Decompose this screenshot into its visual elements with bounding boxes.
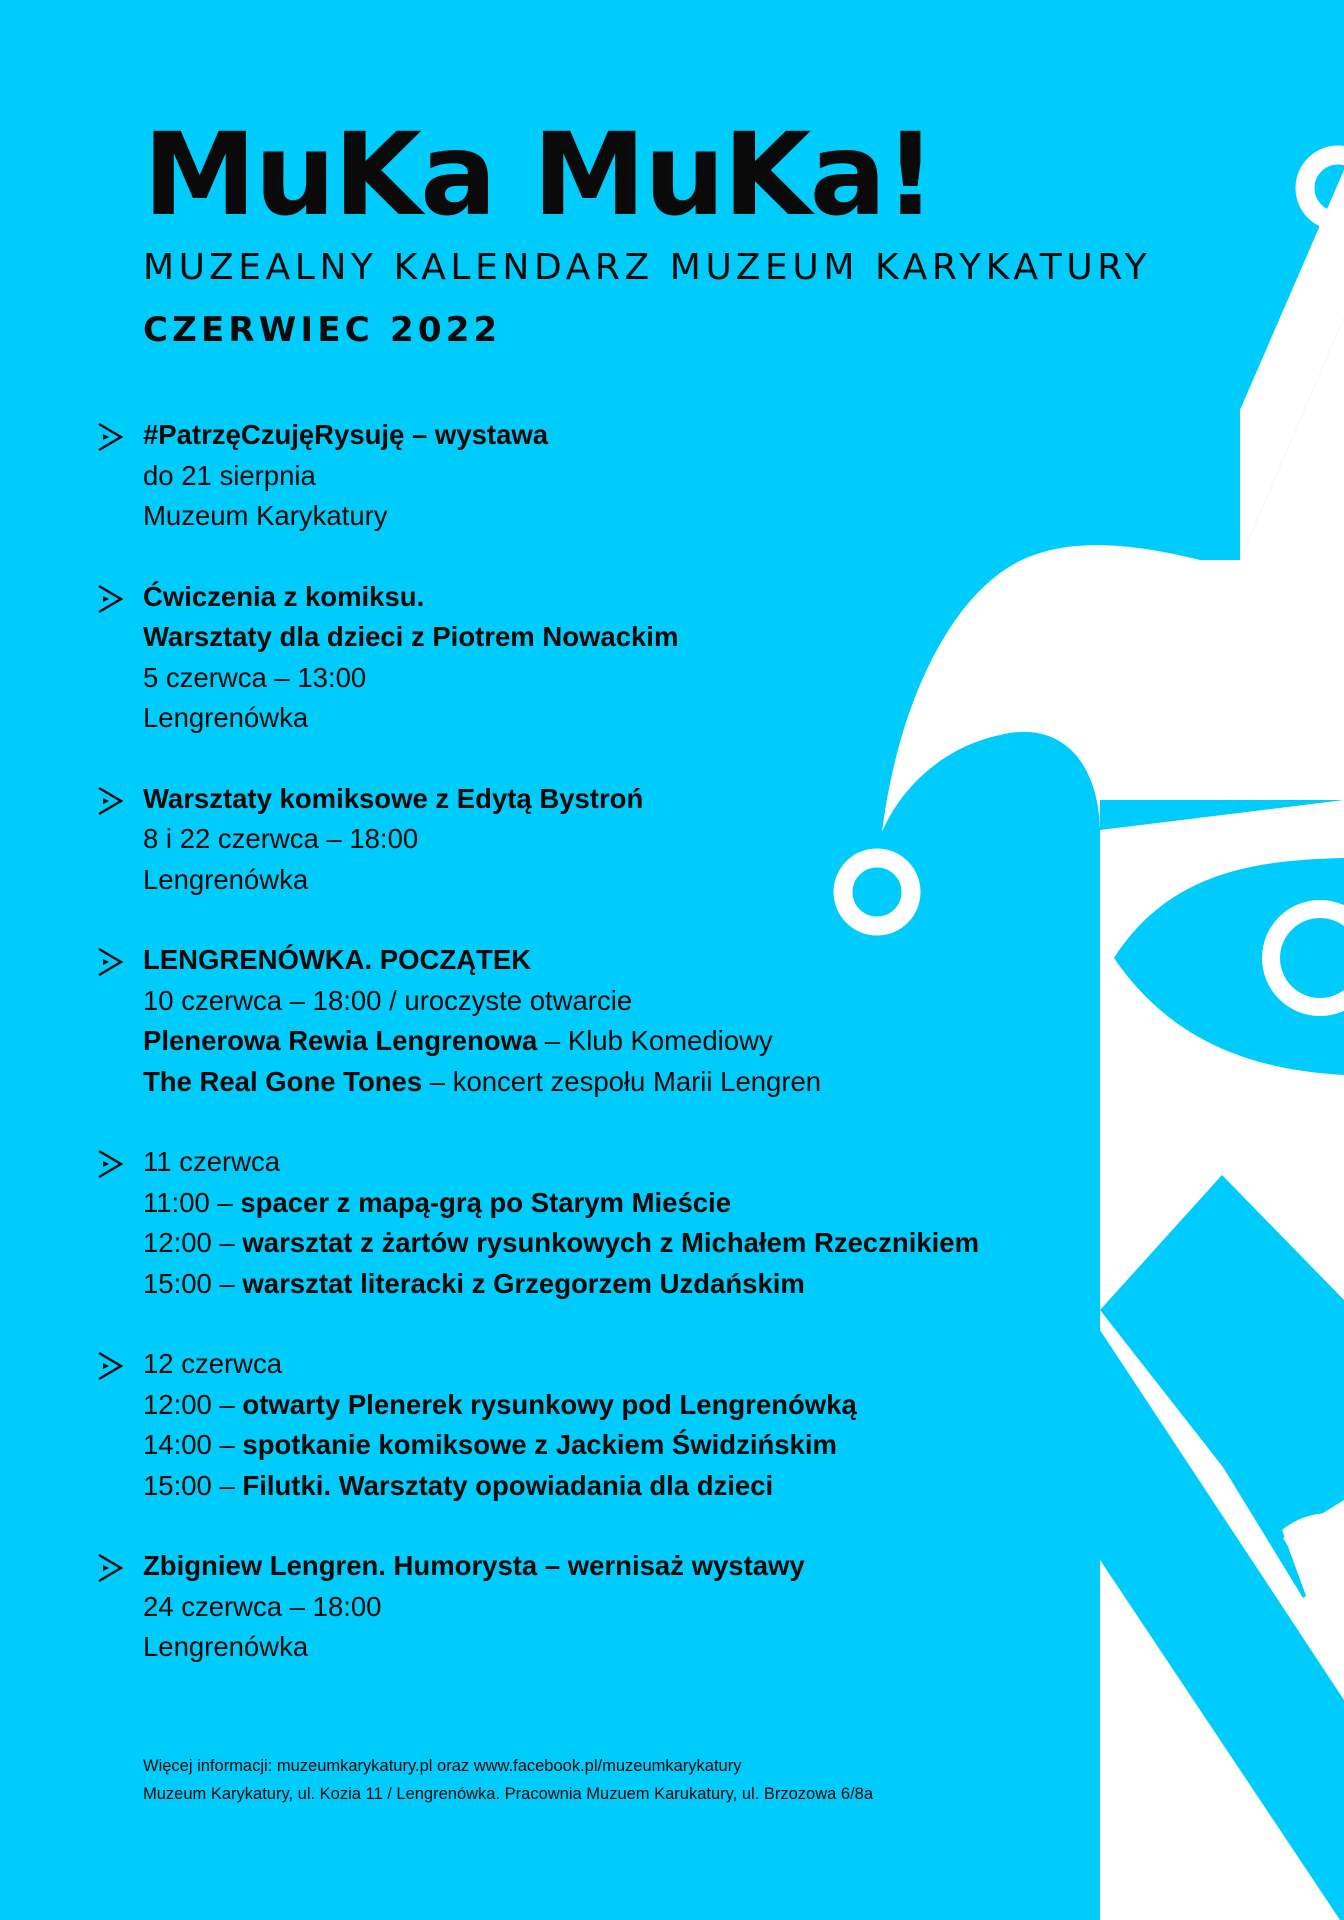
event-date: do 21 sierpnia [143, 459, 316, 491]
event-item [143, 415, 1103, 537]
footer-address-line: Muzeum Karykatury, ul. Kozia 11 / Lengrenówka. Pracownia Muzuem Karukatury, ul. Brzozowa 6/8a [143, 1785, 874, 1803]
event-subitem [143, 1466, 1103, 1507]
arrow-icon [95, 583, 125, 615]
subitem-time: 15:00 – [143, 1267, 243, 1299]
event-place: Lengrenówka [143, 1631, 309, 1662]
event-subitem [143, 1062, 1103, 1103]
event-title: Warsztaty komiksowe z Edytą Bystroń [143, 782, 644, 814]
event-item [143, 1142, 1103, 1304]
subitem-detail: – koncert zespołu Marii Lengren [422, 1065, 822, 1097]
arrow-icon [95, 421, 125, 453]
subitem-time: 12:00 – [143, 1388, 243, 1420]
event-item [143, 1546, 1103, 1668]
subitem-title: warsztat literacki z Grzegorzem Uzdańskim [242, 1267, 805, 1299]
event-place: Muzeum Karykatury [143, 500, 388, 531]
event-list [143, 415, 1103, 1708]
event-subitem [143, 1425, 1103, 1466]
event-title: LENGRENÓWKA. POCZĄTEK [143, 944, 532, 975]
arrow-icon [95, 1552, 125, 1584]
subitem-title: spotkanie komiksowe z Jackiem Świdzińskim [242, 1429, 837, 1460]
event-item [143, 779, 1103, 901]
event-date: 5 czerwca – 13:00 [143, 661, 367, 693]
event-title: #PatrzęCzujęRysuję – wystawa [143, 419, 549, 450]
event-date: 8 i 22 czerwca – 18:00 [143, 823, 419, 854]
subitem-title: The Real Gone Tones [143, 1065, 423, 1097]
footer-info-line: Więcej informacji: muzeumkarykatury.pl oraz www.facebook.pl/muzeumkarykatury [143, 1757, 742, 1775]
event-subitem [143, 1385, 1103, 1426]
event-date: 12 czerwca [143, 1348, 283, 1379]
event-title: Zbigniew Lengren. Humorysta – wernisaż wystawy [143, 1550, 805, 1581]
event-date: 24 czerwca – 18:00 [143, 1590, 382, 1622]
subitem-time: 15:00 – [143, 1469, 243, 1501]
event-title: Ćwiczenia z komiksu. [143, 580, 425, 612]
event-title-line2: Warsztaty dla dzieci z Piotrem Nowackim [143, 621, 679, 652]
arrow-icon [95, 946, 125, 978]
subitem-time: 14:00 – [143, 1429, 243, 1460]
subtitle: MUZEALNY KALENDARZ MUZEUM KARYKATURY [143, 247, 1152, 288]
subitem-time: 11:00 – [143, 1186, 241, 1218]
arrow-icon [95, 1350, 125, 1382]
event-date: 10 czerwca – 18:00 / uroczyste otwarcie [143, 984, 633, 1016]
event-item [143, 577, 1103, 739]
page-title: MuKa MuKa! [143, 108, 935, 241]
event-item [143, 940, 1103, 1102]
subitem-title: spacer z mapą-grą po Starym Mieście [240, 1186, 731, 1218]
subitem-time: 12:00 – [143, 1227, 243, 1258]
subitem-title: otwarty Plenerek rysunkowy pod Lengrenówką [242, 1388, 857, 1420]
subitem-title: Filutki. Warsztaty opowiadania dla dzieci [242, 1469, 774, 1501]
event-item [143, 1344, 1103, 1506]
event-subitem [143, 1264, 1103, 1305]
header [143, 108, 1152, 350]
arrow-icon [95, 785, 125, 817]
event-subitem [143, 1183, 1103, 1224]
subitem-title: warsztat z żartów rysunkowych z Michałem Rzecznikiem [242, 1227, 980, 1258]
arrow-icon [95, 1148, 125, 1180]
month-label: CZERWIEC 2022 [143, 310, 502, 350]
subitem-detail: – Klub Komediowy [537, 1025, 773, 1056]
subitem-title: Plenerowa Rewia Lengrenowa [143, 1025, 538, 1056]
event-place: Lengrenówka [143, 863, 309, 895]
event-subitem [143, 1021, 1103, 1062]
footer [143, 1752, 873, 1808]
event-date: 11 czerwca [143, 1146, 281, 1177]
event-place: Lengrenówka [143, 702, 309, 733]
event-subitem [143, 1223, 1103, 1264]
